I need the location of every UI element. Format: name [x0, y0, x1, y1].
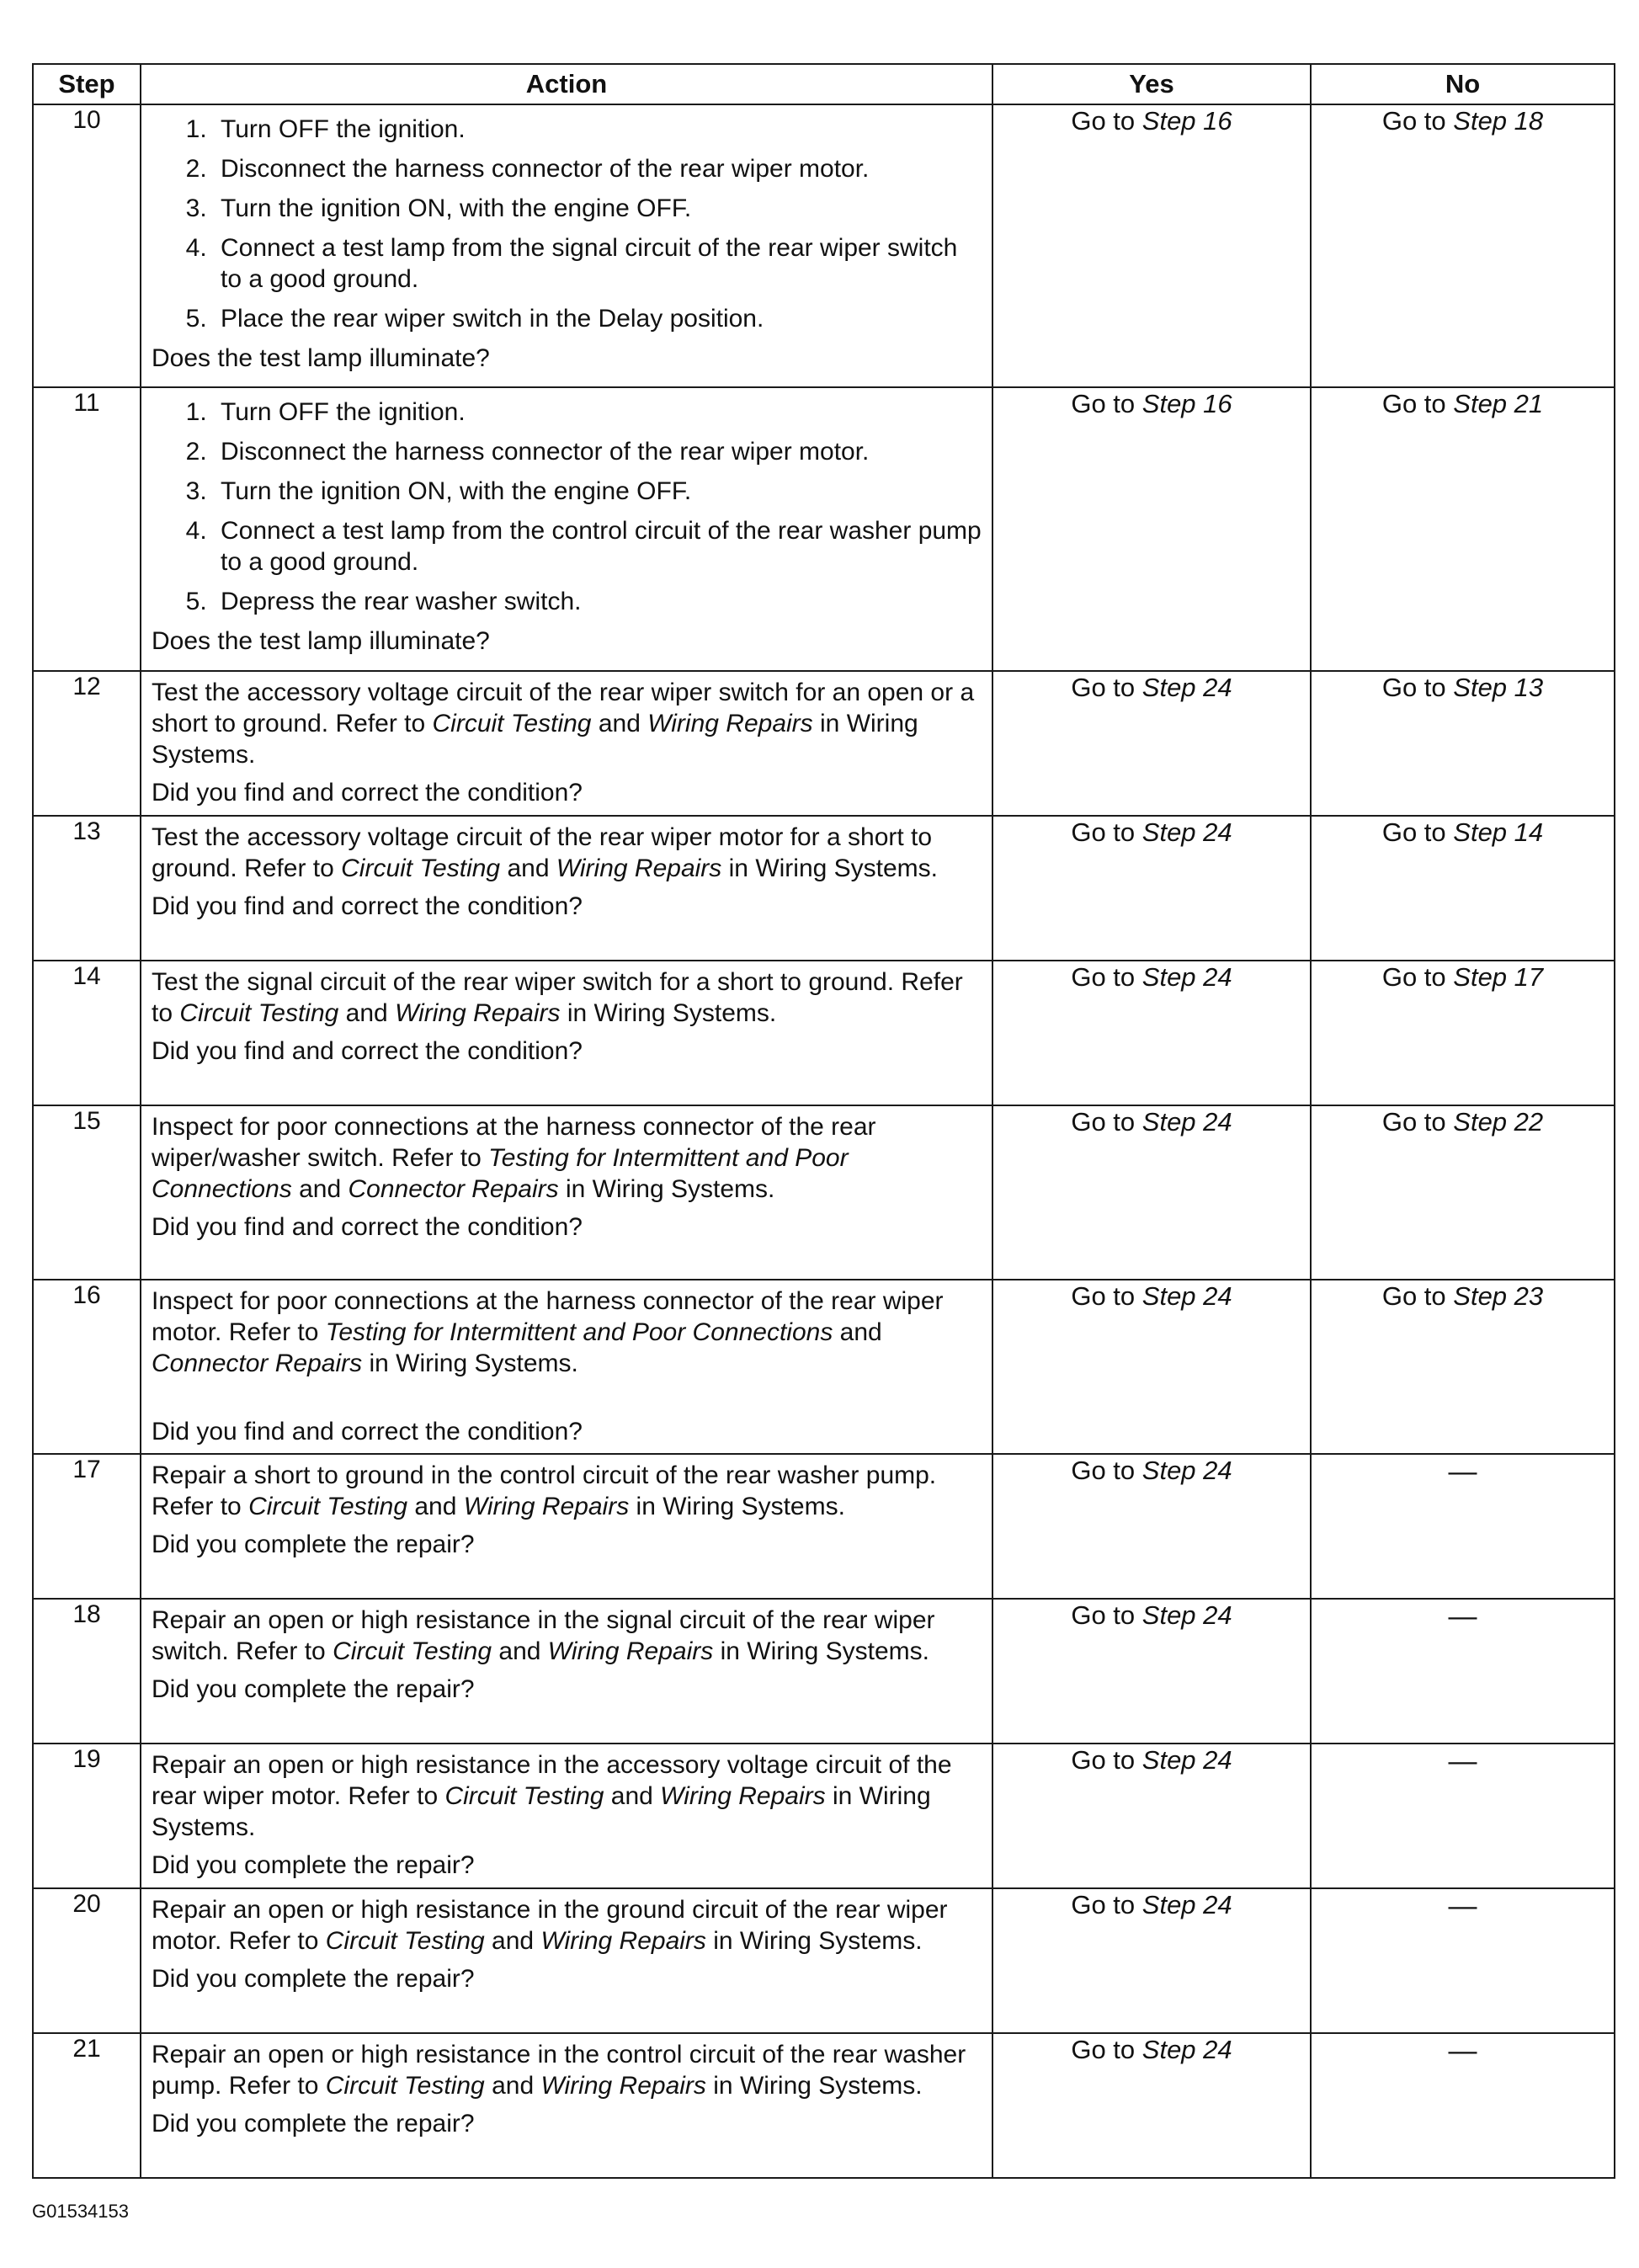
- no-cell-dash: —: [1311, 1888, 1615, 2033]
- figure-code: G01534153: [32, 2201, 129, 2222]
- no-cell: Go to Step 18: [1311, 104, 1615, 387]
- step-number: 11: [33, 387, 141, 671]
- action-text: Repair a short to ground in the control circuit of the rear washer pump. Refer to Circuit Testing and Wiring Repairs in Wiring Systems.: [152, 1461, 937, 1520]
- no-step-ref: 13: [1514, 673, 1544, 702]
- action-question: Did you find and correct the condition?: [152, 1418, 583, 1445]
- yes-step-ref: 24: [1203, 1456, 1232, 1485]
- step-column-header: Step: [33, 64, 141, 104]
- yes-cell: Go to Step 24: [992, 961, 1311, 1105]
- action-text: Inspect for poor connections at the harness connector of the rear wiper/washer switch. Refer to Testing for Intermittent and Poor Connections and Connector Repairs in Wiring Systems.: [152, 1113, 876, 1203]
- action-cell: [141, 1744, 992, 1888]
- action-cell: [141, 1454, 992, 1599]
- reference-link: Wiring Repairs: [547, 1637, 714, 1665]
- no-cell-dash: —: [1311, 2033, 1615, 2178]
- action-text: Test the accessory voltage circuit of the rear wiper motor for a short to ground. Refer to Circuit Testing and Wiring Repairs in Wiring Systems.: [152, 823, 939, 882]
- reference-link: Circuit Testing: [444, 1782, 604, 1810]
- table-row: [33, 1888, 1615, 2033]
- reference-link: Circuit Testing: [333, 1637, 492, 1665]
- reference-link: Testing for Intermittent and Poor Connections: [152, 1144, 849, 1203]
- reference-link: Connector Repairs: [348, 1175, 559, 1203]
- no-column-header: No: [1311, 64, 1615, 104]
- action-question: Did you find and correct the condition?: [152, 1213, 583, 1241]
- list-item: 5. Depress the rear washer switch.: [214, 586, 983, 617]
- action-cell: [141, 1599, 992, 1744]
- no-cell: Go to Step 14: [1311, 816, 1615, 961]
- action-cell: [141, 671, 992, 816]
- no-cell: Go to Step 21: [1311, 387, 1615, 671]
- action-text: Repair an open or high resistance in the ground circuit of the rear wiper motor. Refer to Circuit Testing and Wiring Repairs in Wiring Systems.: [152, 1896, 948, 1955]
- action-question: Does the test lamp illuminate?: [152, 627, 490, 655]
- yes-step-ref: 24: [1203, 1600, 1232, 1630]
- reference-link: Circuit Testing: [432, 710, 592, 737]
- no-step-ref: 14: [1514, 817, 1544, 847]
- step-number: 20: [33, 1888, 141, 2033]
- yes-cell: Go to Step 24: [992, 1454, 1311, 1599]
- table-row: [33, 1280, 1615, 1454]
- reference-link: Wiring Repairs: [540, 2072, 706, 2100]
- no-cell: Go to Step 17: [1311, 961, 1615, 1105]
- no-cell: Go to Step 23: [1311, 1280, 1615, 1454]
- yes-step-ref: 24: [1203, 673, 1232, 702]
- step-number: 16: [33, 1280, 141, 1454]
- yes-cell: Go to Step 24: [992, 1744, 1311, 1888]
- table-row: [33, 2033, 1615, 2178]
- reference-link: Wiring Repairs: [395, 999, 561, 1027]
- diagnostic-table: [32, 63, 1615, 2179]
- yes-step-ref: 24: [1203, 1745, 1232, 1775]
- no-step-ref: 17: [1514, 962, 1544, 992]
- yes-step-ref: 16: [1203, 106, 1232, 136]
- reference-link: Wiring Repairs: [540, 1927, 706, 1955]
- reference-link: Connector Repairs: [152, 1350, 363, 1377]
- action-cell: [141, 961, 992, 1105]
- reference-link: Circuit Testing: [341, 854, 501, 882]
- action-question: Does the test lamp illuminate?: [152, 344, 490, 372]
- reference-link: Wiring Repairs: [556, 854, 722, 882]
- list-item: 2. Disconnect the harness connector of the rear wiper motor.: [214, 436, 983, 467]
- action-text: Inspect for poor connections at the harness connector of the rear wiper motor. Refer to Testing for Intermittent and Poor Connections and Connector Repairs in Wiring Systems.: [152, 1287, 944, 1377]
- step-number: 10: [33, 104, 141, 387]
- table-row: [33, 816, 1615, 961]
- list-item: 4. Connect a test lamp from the control circuit of the rear washer pump to a good ground.: [214, 515, 983, 578]
- table-row: [33, 1105, 1615, 1280]
- no-cell-dash: —: [1311, 1454, 1615, 1599]
- action-question: Did you complete the repair?: [152, 1851, 475, 1879]
- action-text: Test the accessory voltage circuit of the rear wiper switch for an open or a short to ground. Refer to Circuit Testing and Wiring Repairs in Wiring Systems.: [152, 679, 975, 769]
- header-row: [33, 64, 1615, 104]
- reference-link: Testing for Intermittent and Poor Connections: [325, 1318, 833, 1346]
- reference-link: Circuit Testing: [179, 999, 339, 1027]
- action-cell: [141, 1280, 992, 1454]
- step-number: 18: [33, 1599, 141, 1744]
- action-cell: [141, 104, 992, 387]
- list-item: 1. Turn OFF the ignition.: [214, 114, 983, 145]
- table-row: [33, 671, 1615, 816]
- yes-step-ref: 24: [1203, 1890, 1232, 1919]
- action-cell: [141, 1888, 992, 2033]
- list-item: 3. Turn the ignition ON, with the engine OFF.: [214, 476, 983, 507]
- yes-cell: Go to Step 24: [992, 2033, 1311, 2178]
- procedure-list: [152, 114, 983, 334]
- list-item: 2. Disconnect the harness connector of the rear wiper motor.: [214, 153, 983, 184]
- step-number: 14: [33, 961, 141, 1105]
- table-row: [33, 961, 1615, 1105]
- action-cell: [141, 2033, 992, 2178]
- no-step-ref: 18: [1514, 106, 1544, 136]
- action-question: Did you complete the repair?: [152, 1675, 475, 1703]
- list-item: 3. Turn the ignition ON, with the engine OFF.: [214, 193, 983, 224]
- action-question: Did you find and correct the condition?: [152, 1037, 583, 1065]
- step-number: 13: [33, 816, 141, 961]
- step-number: 12: [33, 671, 141, 816]
- no-cell-dash: —: [1311, 1599, 1615, 1744]
- action-text: Test the signal circuit of the rear wiper switch for a short to ground. Refer to Circuit Testing and Wiring Repairs in Wiring Systems.: [152, 968, 963, 1027]
- action-cell: [141, 816, 992, 961]
- yes-step-ref: 24: [1203, 2035, 1232, 2064]
- step-number: 21: [33, 2033, 141, 2178]
- no-step-ref: 23: [1514, 1281, 1544, 1311]
- yes-column-header: Yes: [992, 64, 1311, 104]
- no-step-ref: 21: [1514, 389, 1544, 418]
- action-column-header: Action: [141, 64, 992, 104]
- yes-cell: Go to Step 24: [992, 671, 1311, 816]
- action-question: Did you complete the repair?: [152, 1531, 475, 1558]
- yes-step-ref: 16: [1203, 389, 1232, 418]
- table-row: [33, 387, 1615, 671]
- action-question: Did you complete the repair?: [152, 1965, 475, 1993]
- table-row: [33, 104, 1615, 387]
- no-cell: Go to Step 13: [1311, 671, 1615, 816]
- action-text: Repair an open or high resistance in the accessory voltage circuit of the rear wiper motor. Refer to Circuit Testing and Wiring Repairs in Wiring Systems.: [152, 1751, 952, 1841]
- yes-cell: Go to Step 24: [992, 1599, 1311, 1744]
- list-item: 1. Turn OFF the ignition.: [214, 397, 983, 428]
- yes-cell: Go to Step 24: [992, 1105, 1311, 1280]
- yes-step-ref: 24: [1203, 1281, 1232, 1311]
- yes-cell: Go to Step 24: [992, 816, 1311, 961]
- action-question: Did you complete the repair?: [152, 2110, 475, 2138]
- action-text: Repair an open or high resistance in the control circuit of the rear washer pump. Refer to Circuit Testing and Wiring Repairs in Wiring Systems.: [152, 2041, 966, 2100]
- list-item: 5. Place the rear wiper switch in the Delay position.: [214, 303, 983, 334]
- yes-cell: Go to Step 16: [992, 387, 1311, 671]
- list-item: 4. Connect a test lamp from the signal circuit of the rear wiper switch to a good ground.: [214, 232, 983, 295]
- reference-link: Wiring Repairs: [463, 1493, 630, 1520]
- no-cell: Go to Step 22: [1311, 1105, 1615, 1280]
- step-number: 19: [33, 1744, 141, 1888]
- reference-link: Circuit Testing: [248, 1493, 408, 1520]
- action-text: Repair an open or high resistance in the signal circuit of the rear wiper switch. Refer to Circuit Testing and Wiring Repairs in Wiring Systems.: [152, 1606, 935, 1665]
- no-cell-dash: —: [1311, 1744, 1615, 1888]
- yes-cell: Go to Step 16: [992, 104, 1311, 387]
- table-row: [33, 1454, 1615, 1599]
- procedure-list: [152, 397, 983, 617]
- action-cell: [141, 1105, 992, 1280]
- table-row: [33, 1744, 1615, 1888]
- step-number: 17: [33, 1454, 141, 1599]
- reference-link: Wiring Repairs: [660, 1782, 826, 1810]
- no-step-ref: 22: [1514, 1107, 1544, 1137]
- action-question: Did you find and correct the condition?: [152, 892, 583, 920]
- step-number: 15: [33, 1105, 141, 1280]
- yes-step-ref: 24: [1203, 962, 1232, 992]
- action-question: Did you find and correct the condition?: [152, 779, 583, 807]
- yes-cell: Go to Step 24: [992, 1888, 1311, 2033]
- yes-step-ref: 24: [1203, 817, 1232, 847]
- yes-cell: Go to Step 24: [992, 1280, 1311, 1454]
- reference-link: Wiring Repairs: [647, 710, 813, 737]
- yes-step-ref: 24: [1203, 1107, 1232, 1137]
- reference-link: Circuit Testing: [325, 1927, 485, 1955]
- table-row: [33, 1599, 1615, 1744]
- action-cell: [141, 387, 992, 671]
- reference-link: Circuit Testing: [325, 2072, 485, 2100]
